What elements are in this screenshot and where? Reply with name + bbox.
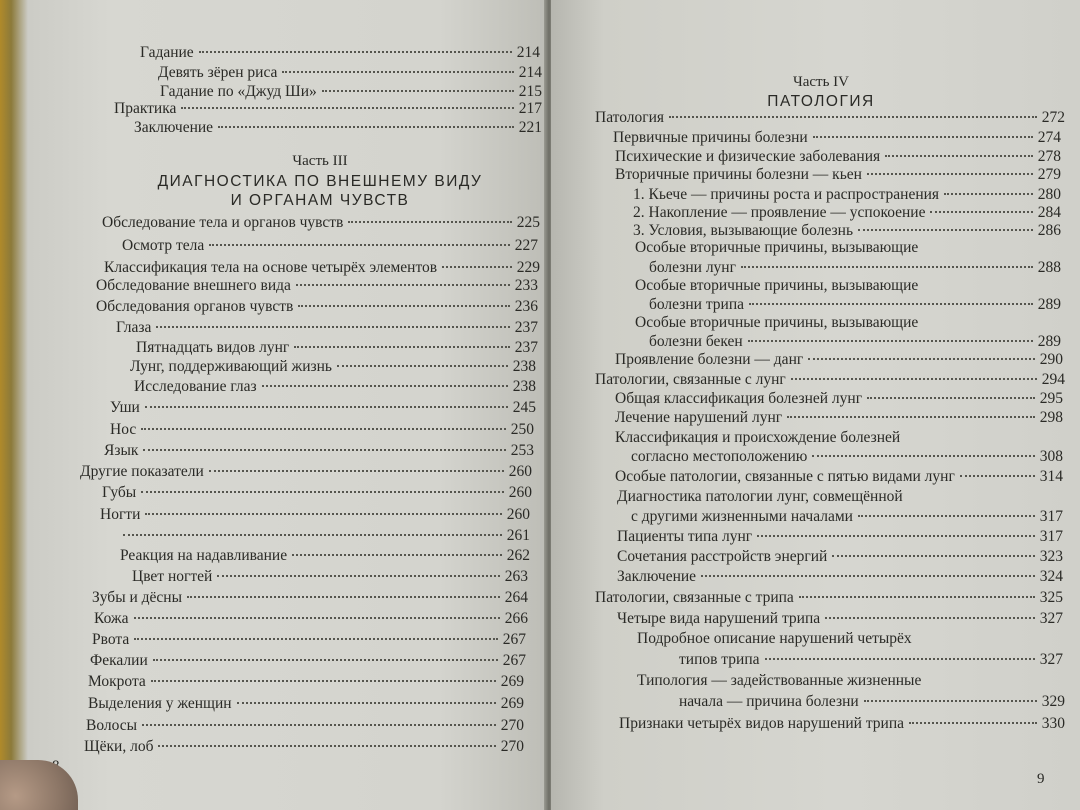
toc-entry: Сочетания расстройств энергий 323 [617, 548, 1063, 565]
toc-entry: Фекалии 267 [90, 652, 526, 669]
toc-entry-line1: Особые вторичные причины, вызывающие [635, 277, 919, 294]
toc-entry: Лунг, поддерживающий жизнь 238 [130, 358, 536, 375]
toc-entry: Лечение нарушений лунг 298 [615, 409, 1063, 426]
toc-entry: 2. Накопление — проявление — успокоение 284 [633, 204, 1061, 221]
page-number: 9 [1037, 771, 1045, 787]
toc-entry: Язык 253 [104, 442, 534, 459]
toc-entry: Другие показатели 260 [80, 463, 532, 480]
toc-entry: Гадание 214 [140, 44, 540, 61]
toc-entry-line1: Особые вторичные причины, вызывающие [635, 314, 919, 331]
toc-entry: Практика 217 [114, 100, 542, 117]
toc-entry-line1: Подробное описание нарушений четырёх [637, 630, 912, 647]
toc-entry: Обследования органов чувств 236 [96, 298, 538, 315]
toc-entry: Гадание по «Джуд Ши» 215 [160, 83, 542, 100]
toc-entry: Ногти 260 [100, 506, 530, 523]
part-label: Часть III [292, 153, 348, 169]
toc-entry: Признаки четырёх видов нарушений трипа 330 [619, 715, 1065, 732]
toc-entry: Рвота 267 [92, 631, 526, 648]
part-title: ПАТОЛОГИЯ [767, 93, 875, 110]
toc-entry: типов трипа 327 [679, 651, 1063, 668]
toc-entry: Зубы и дёсны 264 [92, 589, 528, 606]
toc-entry: 261 [118, 526, 530, 546]
toc-entry: Реакция на надавливание 262 [120, 547, 530, 564]
toc-entry: Уши 245 [110, 399, 536, 416]
toc-entry: начала — причина болезни 329 [679, 693, 1065, 710]
toc-entry: согласно местоположению 308 [631, 448, 1063, 465]
toc-entry: Девять зёрен риса 214 [158, 64, 542, 81]
toc-entry: Выделения у женщин 269 [88, 695, 524, 712]
toc-entry: Общая классификация болезней лунг 295 [615, 390, 1063, 407]
toc-entry: Заключение 221 [134, 119, 542, 136]
toc-entry-line1: Классификация и происхождение болезней [615, 429, 901, 446]
part-label: Часть IV [792, 74, 850, 90]
toc-entry: Вторичные причины болезни — кьен 279 [615, 166, 1061, 183]
toc-entry: Психические и физические заболевания 278 [615, 148, 1061, 165]
toc-entry-line1: Диагностика патологии лунг, совмещённой [617, 488, 903, 505]
toc-entry: Обследование внешнего вида 233 [96, 277, 538, 294]
right-page [551, 0, 1080, 810]
toc-entry: Осмотр тела 227 [122, 237, 538, 254]
toc-entry: Нос 250 [110, 421, 534, 438]
toc-entry: Патологии, связанные с лунг 294 [595, 371, 1065, 388]
toc-entry: Первичные причины болезни 274 [613, 129, 1061, 146]
toc-entry: Патология 272 [595, 109, 1065, 126]
toc-entry: Исследование глаз 238 [134, 378, 536, 395]
part-title: ДИАГНОСТИКА ПО ВНЕШНЕМУ ВИДУ [157, 173, 483, 190]
toc-entry: Волосы 270 [86, 717, 524, 734]
toc-entry: 1. Кьече — причины роста и распространения 280 [633, 186, 1061, 203]
toc-entry: Обследование тела и органов чувств 225 [102, 214, 540, 231]
toc-entry: Проявление болезни — данг 290 [615, 351, 1063, 368]
toc-entry: Глаза 237 [116, 319, 538, 336]
toc-entry: Пятнадцать видов лунг 237 [136, 339, 538, 356]
toc-entry: Пациенты типа лунг 317 [617, 528, 1063, 545]
toc-entry: 3. Условия, вызывающие болезнь 286 [633, 222, 1061, 239]
toc-entry: Заключение 324 [617, 568, 1063, 585]
toc-entry: Четыре вида нарушений трипа 327 [617, 610, 1063, 627]
toc-entry: Классификация тела на основе четырёх элементов 229 [104, 259, 540, 276]
toc-entry: Мокрота 269 [88, 673, 524, 690]
toc-entry-line1: Типология — задействованные жизненные [637, 672, 922, 689]
toc-entry: болезни трипа 289 [649, 296, 1061, 313]
toc-entry: Особые патологии, связанные с пятью видами лунг 314 [615, 468, 1063, 485]
toc-entry: Кожа 266 [94, 610, 528, 627]
part-title: И ОРГАНАМ ЧУВСТВ [230, 192, 410, 209]
toc-entry: Губы 260 [102, 484, 532, 501]
toc-entry: болезни лунг 288 [649, 259, 1061, 276]
toc-entry: Цвет ногтей 263 [132, 568, 528, 585]
toc-entry-line1: Особые вторичные причины, вызывающие [635, 239, 919, 256]
toc-entry: Щёки, лоб 270 [84, 738, 524, 755]
toc-entry: Патологии, связанные с трипа 325 [595, 589, 1063, 606]
book-cover-edge [0, 0, 28, 810]
toc-entry: с другими жизненными началами 317 [631, 508, 1063, 525]
thumb [0, 760, 78, 810]
toc-entry: болезни бекен 289 [649, 333, 1061, 350]
